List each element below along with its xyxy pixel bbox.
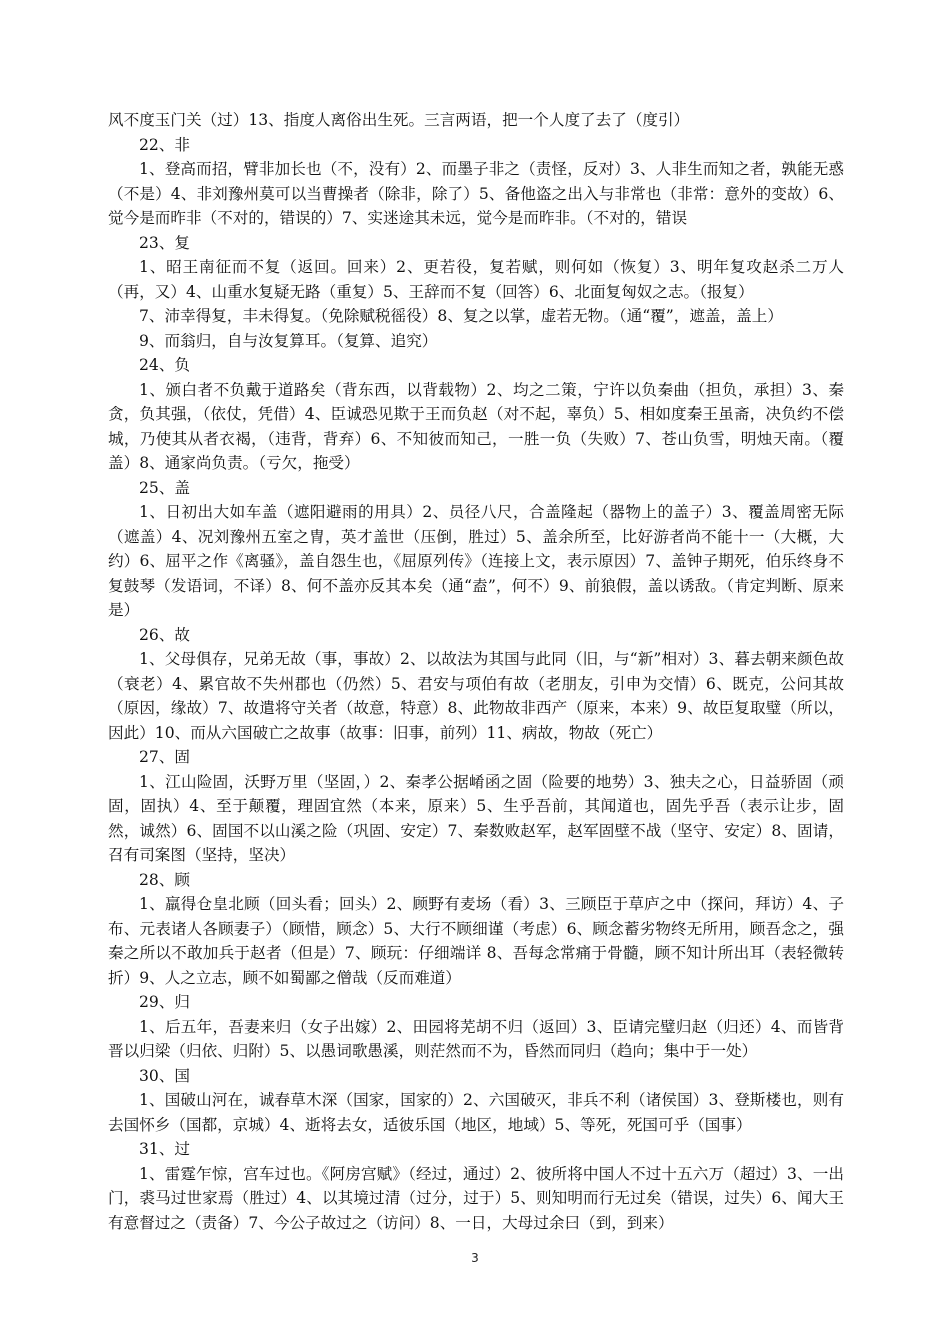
entry-paragraph: 1、雷霆乍惊，宫车过也。《阿房宫赋》（经过，通过）2、彼所将中国人不过十五六万（超过）3、一出门，裘马过世家焉（胜过）4、以其境过清（过分，过于）5、则知明而行无过矣（错误，过失）6、闻大王有意督过之（责备）7、今公子故过之（访问）8、一日，大母过余曰（到，到来） — [108, 1164, 844, 1232]
entry-paragraph: 1、父母俱存，兄弟无故（事，事故）2、以故法为其国与此同（旧，与“新”相对）3、暮去朝来颜色故（衰老）4、累官故不失州郡也（仍然）5、君安与项伯有故（老朋友，引申为交情）6、既克，公问其故（原因，缘故）7、故遣将守关者（故意，特意）8、此物故非西产（原来，本来）9、故臣复取璧（所以，因此）10、而从六国破亡之故事（故事：旧事，前列）11、病故，物故（死亡） — [108, 650, 844, 742]
entry-paragraph: 9、而翁归，自与汝复算耳。（复算、追究） — [139, 331, 438, 350]
entry-paragraph: 7、沛幸得复，丰未得复。（免除赋税徭役）8、复之以掌，虚若无物。（通“覆”，遮盖，盖上） — [139, 307, 783, 325]
entry-paragraph: 1、登高而招，臂非加长也（不，没有）2、而墨子非之（责怪，反对）3、人非生而知之者，孰能无惑（不是）4、非刘豫州莫可以当曹操者（除非，除了）5、备他盗之出入与非常也（非常：意外的变故）6、觉今是而昨非（不对的，错误的）7、实迷途其未远，觉今是而昨非。（不对的，错误 — [108, 160, 844, 227]
entry-heading: 27、固 — [139, 748, 191, 766]
entry-paragraph: 1、昭王南征而不复（返回。回来）2、更若役，复若赋，则何如（恢复）3、明年复攻赵杀二万人（再，又）4、山重水复疑无路（重复）5、王辞而不复（回答）6、北面复匈奴之志。（报复） — [108, 258, 844, 301]
entry-heading: 31、过 — [139, 1140, 191, 1158]
entry-heading: 28、顾 — [139, 870, 191, 889]
entry-heading: 26、故 — [139, 625, 191, 644]
entry-heading: 22、非 — [139, 135, 191, 154]
entry-heading: 29、归 — [139, 993, 191, 1011]
entry-paragraph: 1、日初出大如车盖（遮阳避雨的用具）2、员径八尺，合盖隆起（器物上的盖子）3、覆盖周密无际（遮盖）4、况刘豫州五室之冑，英才盖世（压倒，胜过）5、盖余所至，比好游者尚不能十一（大概，大约）6、屈平之作《离骚》，盖自怨生也，《屈原列传》（连接上文，表示原因）7、盖钟子期死，伯乐终身不复鼓琴（发语词，不译）8、何不盖亦反其本矣（通“盍”，何不）9、前狼假，盖以诱敌。（肯定判断、原来是） — [108, 503, 844, 619]
entry-paragraph: 1、江山险固，沃野万里（坚固，）2、秦孝公据崤函之固（险要的地势）3、独夫之心，日益骄固（顽固，固执）4、至于颠覆，理固宜然（本来，原来）5、生乎吾前，其闻道也，固先乎吾（表示让步，固然，诚然）6、固国不以山溪之险（巩固、安定）7、秦数败赵军，赵军固壁不战（坚守、安定）8、固请，召有司案图（坚持，坚决） — [108, 772, 844, 864]
entry-paragraph: 1、羸得仓皇北顾（回头看；回头）2、顾野有麦场（看）3、三顾臣于草庐之中（探问，拜访）4、子布、元表诸人各顾妻子）（顾惜，顾念）5、大行不顾细谨（考虑）6、顾念蓄劣物终无所用，顾吾念之，强秦之所以不敢加兵于赵者（但是）7、顾玩：仔细端详 8、吾每念常痛于骨髓，顾不知计所出耳（表轻微转折）9、人之立志，顾不如蜀鄙之僧哉（反而难道） — [108, 895, 844, 987]
entry-paragraph: 1、颁白者不负戴于道路矣（背东西，以背载物）2、均之二策，宁许以负秦曲（担负，承担）3、秦贪，负其强，（依仗，凭借）4、臣诚恐见欺于王而负赵（对不起，辜负）5、相如度秦王虽斋，决负约不偿城，乃使其从者衣褐，（违背，背弃）6、不知彼而知己，一胜一负（失败）7、苍山负雪，明烛天南。（覆盖）8、通家尚负责。（亏欠，拖受） — [108, 380, 844, 472]
entry-heading: 23、复 — [139, 233, 191, 252]
entry-paragraph: 1、后五年，吾妻来归（女子出嫁）2、田园将芜胡不归（返回）3、臣请完璧归赵（归还）4、而皆背晋以归梁（归依、归附）5、以愚词歌愚溪，则茫然而不为，昏然而同归（趋向；集中于一处） — [108, 1017, 844, 1060]
entry-heading: 24、负 — [139, 356, 191, 374]
lead-line: 风不度玉门关（过）13、指度人离俗出生死。三言两语，把一个人度了去了（度引） — [108, 111, 690, 129]
entry-heading: 25、盖 — [139, 478, 191, 497]
page-number: 3 — [471, 1251, 479, 1265]
entry-paragraph: 1、国破山河在，诚春草木深（国家，国家的）2、六国破灭，非兵不利（诸侯国）3、登斯楼也，则有去国怀乡（国都，京城）4、逝将去女，适彼乐国（地区，地域）5、等死，死国可乎（国事） — [108, 1091, 844, 1134]
document-body — [108, 108, 844, 1235]
entry-heading: 30、国 — [139, 1066, 191, 1085]
